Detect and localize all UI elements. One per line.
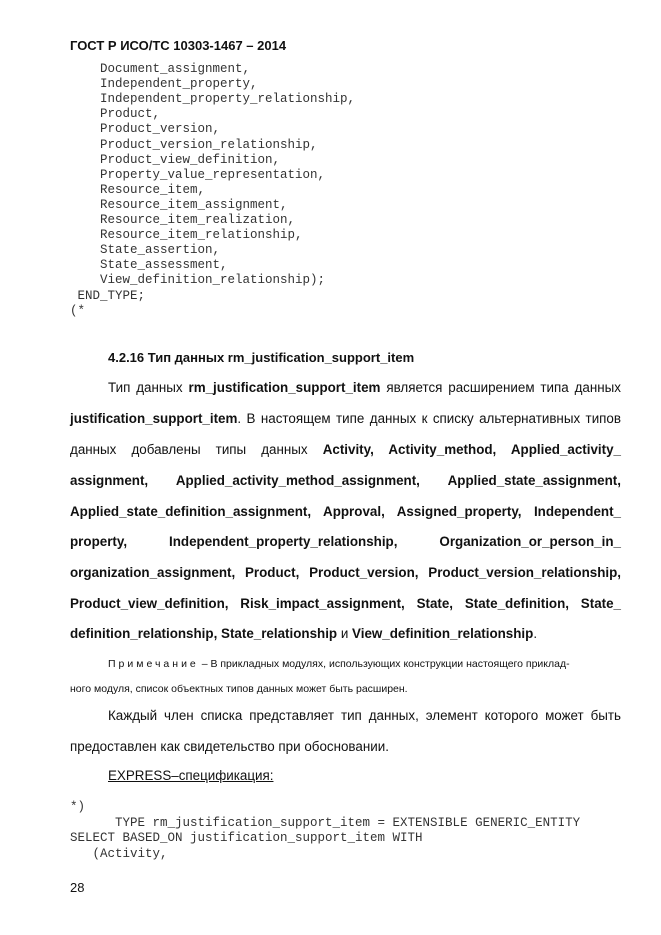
para-line: organization_assignment, Product, Product_version, Product_version_relationship,	[70, 565, 621, 580]
para-line: property, Independent_property_relationship, Organization_or_person_in_	[70, 534, 621, 549]
code-line: END_TYPE;	[70, 288, 146, 303]
code-line: Document_assignment,	[70, 62, 251, 76]
code-line: Resource_item_realization,	[70, 213, 296, 227]
code-line: View_definition_relationship);	[70, 273, 326, 288]
para-line: предоставлен как свидетельство при обосновании.	[70, 739, 389, 754]
note-line: Примечание – В прикладных модулях, использующих конструкции настоящего приклад-	[108, 658, 570, 670]
code-line: Independent_property,	[70, 77, 258, 92]
code-line: Product,	[70, 107, 161, 122]
code-line: (Activity,	[70, 846, 168, 861]
para-line: Каждый член списка представляет тип данных, элемент которого может быть	[108, 708, 621, 723]
code-line: Product_version,	[70, 122, 221, 137]
para-line: Тип данных rm_justification_support_item является расширением типа данных	[108, 380, 621, 395]
code-line: Resource_item_relationship,	[70, 228, 303, 243]
para-line: Applied_state_definition_assignment, Approval, Assigned_property, Independent_	[70, 504, 621, 519]
code-line: *)	[70, 800, 86, 814]
code-line: (*	[70, 303, 86, 318]
code-line: Product_view_definition,	[70, 152, 281, 167]
para-line: Product_view_definition, Risk_impact_assignment, State, State_definition, State_	[70, 596, 621, 611]
para-line: данных добавлены типы данных Activity, Activity_method, Applied_activity_	[70, 442, 621, 457]
express-spec-label: EXPRESS–спецификация:	[108, 768, 274, 783]
document-header: ГОСТ Р ИСО/ТС 10303-1467 – 2014	[70, 38, 287, 53]
note-line: ного модуля, список объектных типов данных может быть расширен.	[70, 683, 408, 695]
code-line: Resource_item,	[70, 182, 206, 197]
code-line: Resource_item_assignment,	[70, 197, 288, 212]
para-line: justification_support_item. В настоящем типе данных к списку альтернативных типов	[70, 411, 621, 426]
section-title: 4.2.16 Тип данных rm_justification_support_item	[108, 350, 415, 365]
code-line: TYPE rm_justification_support_item = EXTENSIBLE GENERIC_ENTITY	[70, 815, 581, 830]
para-line: definition_relationship, State_relationship и View_definition_relationship.	[70, 626, 538, 641]
page-number: 28	[70, 880, 85, 895]
para-line: assignment, Applied_activity_method_assignment, Applied_state_assignment,	[70, 473, 621, 488]
code-line: SELECT BASED_ON justification_support_item WITH	[70, 831, 423, 845]
code-line: State_assertion,	[70, 243, 221, 258]
code-line: Property_value_representation,	[70, 167, 326, 182]
code-line: State_assessment,	[70, 258, 228, 273]
note-label: Примечание	[108, 658, 199, 670]
code-line: Independent_property_relationship,	[70, 92, 356, 107]
code-line: Product_version_relationship,	[70, 137, 318, 152]
